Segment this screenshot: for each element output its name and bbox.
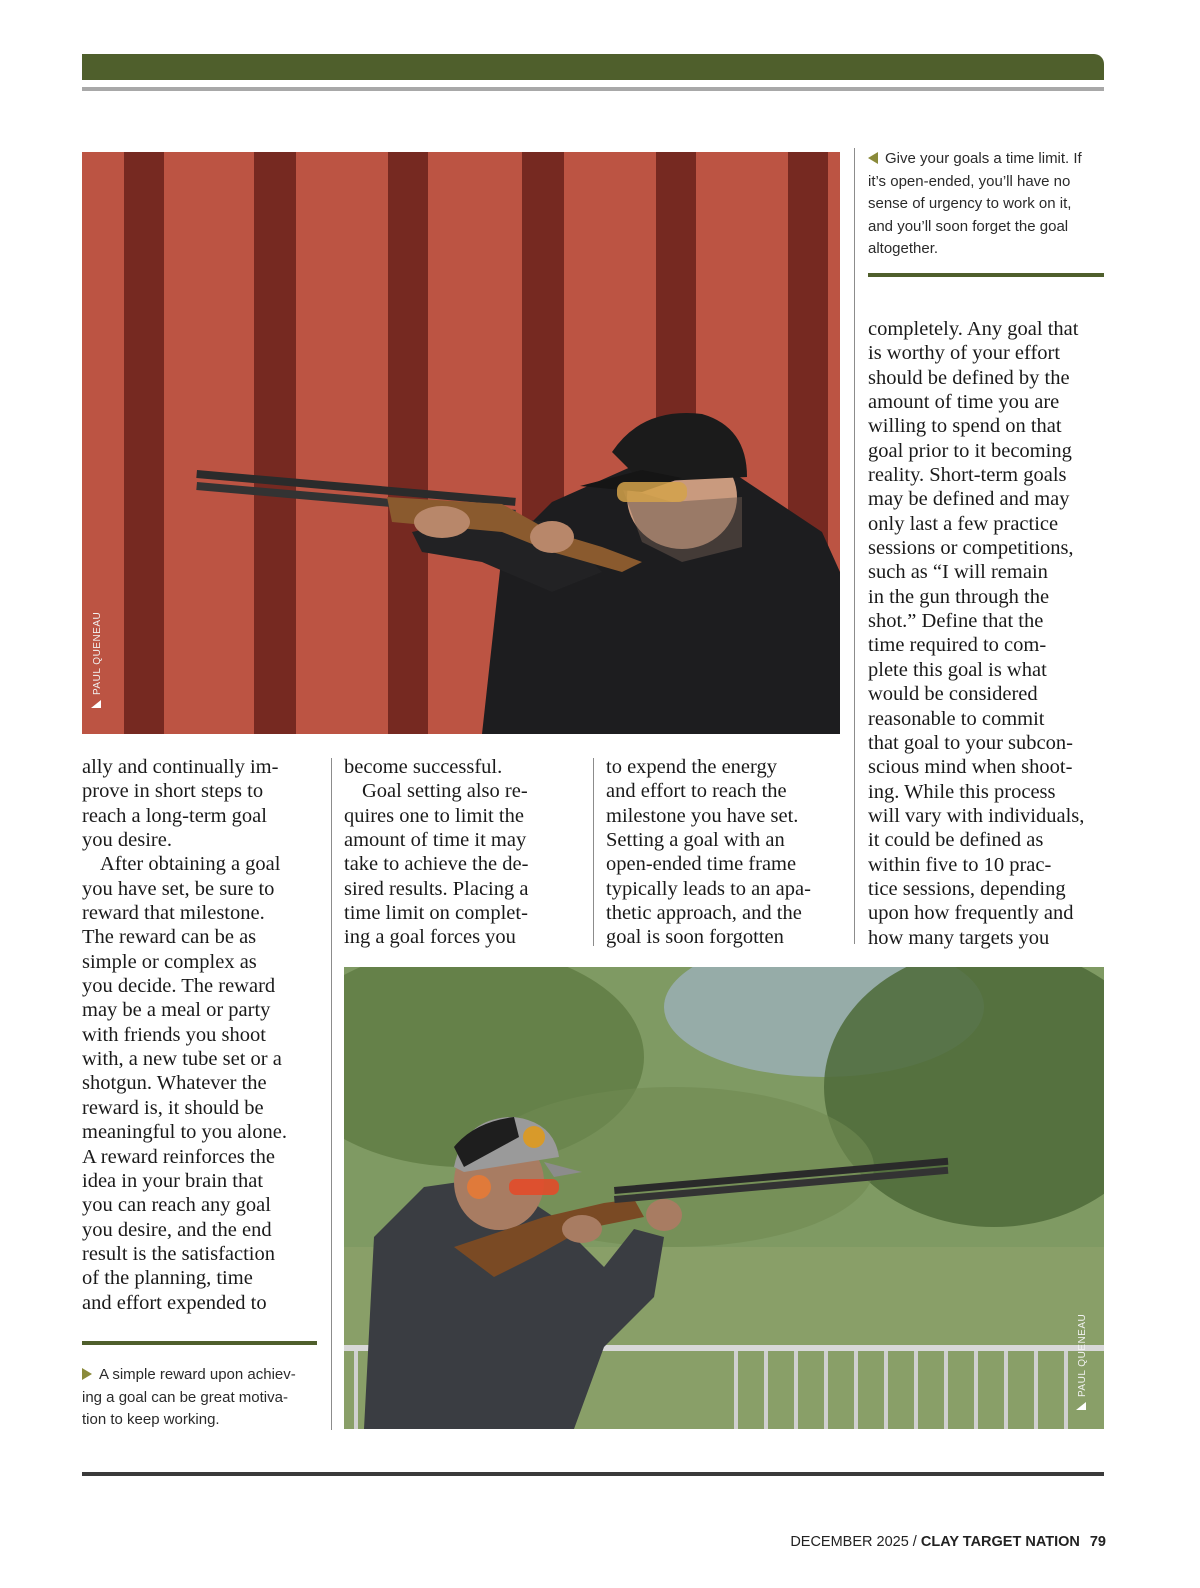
body-text-line: take to achieve the de-: [344, 853, 529, 876]
body-text-line: only last a few practice: [868, 512, 1059, 535]
body-text-line: ally and continually im-: [82, 756, 279, 778]
body-text-line: milestone you have set.: [606, 804, 799, 827]
body-text-line: is worthy of your effort: [868, 342, 1061, 365]
body-text-line: would be considered: [868, 683, 1038, 706]
body-text-line: reward that milestone.: [82, 902, 265, 925]
body-text-line: time limit on complet-: [344, 902, 528, 925]
footer-date: DECEMBER 2025: [790, 1534, 909, 1550]
body-text-line: will vary with individuals,: [868, 804, 1085, 827]
header-bar: [82, 54, 1104, 80]
body-text-line: goal is soon forgotten: [606, 926, 784, 949]
body-text-line: plete this goal is what: [868, 658, 1047, 681]
body-text-line: it could be defined as: [868, 829, 1044, 852]
body-text-line: simple or complex as: [82, 950, 257, 973]
body-text-line: how many targets you: [868, 926, 1050, 949]
body-column-1: [82, 755, 287, 1315]
body-text-line: upon how frequently and: [868, 902, 1074, 925]
body-text-line: may be a meal or party: [82, 999, 271, 1022]
body-text-line: you decide. The reward: [82, 975, 276, 998]
body-text-line: with, a new tube set or a: [82, 1048, 282, 1071]
body-text-line: become successful.: [344, 756, 503, 778]
body-text-line: willing to spend on that: [868, 415, 1062, 438]
photo-credit-bottom: PAUL QUENEAU: [1076, 1314, 1088, 1410]
body-text-line: you can reach any goal: [82, 1194, 271, 1217]
column-rule-2: [593, 758, 594, 946]
body-text-line: reality. Short-term goals: [868, 464, 1067, 487]
body-text-line: with friends you shoot: [82, 1023, 266, 1046]
footer-separator: /: [908, 1534, 921, 1550]
body-text-line: time required to com-: [868, 634, 1047, 657]
column-rule-3: [854, 148, 855, 944]
photo-shooter-outdoor: [344, 967, 1104, 1429]
body-text-line: in the gun through the: [868, 585, 1050, 608]
page-number: 79: [1089, 1534, 1106, 1550]
credit-mark-icon: [91, 700, 101, 708]
photo-credit-top: PAUL QUENEAU: [91, 612, 103, 708]
body-text-line: ing a goal forces you: [344, 926, 516, 949]
body-text-line: you desire.: [82, 829, 172, 852]
body-column-3: [606, 755, 811, 950]
body-text-line: within five to 10 prac-: [868, 853, 1052, 876]
body-text-line: may be defined and may: [868, 488, 1070, 511]
body-text-line: open-ended time frame: [606, 853, 797, 876]
body-text-line: typically leads to an apa-: [606, 877, 811, 900]
body-text-line: that goal to your subcon-: [868, 731, 1073, 754]
body-text-line: you desire, and the end: [82, 1218, 272, 1241]
body-text-line: thetic approach, and the: [606, 902, 802, 925]
footer-rule: [82, 1472, 1104, 1476]
body-text-line: reach a long-term goal: [82, 804, 267, 827]
body-text-line: amount of time it may: [344, 829, 527, 852]
body-text-line: to expend the energy: [606, 756, 777, 778]
caption-rule-bottom: [82, 1341, 317, 1345]
body-text-line: result is the satisfaction: [82, 1242, 275, 1265]
footer-magazine: CLAY TARGET NATION: [920, 1534, 1080, 1550]
caption-simple-reward: A simple reward upon achiev- ing a goal can be great motiva- tion to keep working.: [82, 1366, 296, 1428]
body-text-line: such as “I will remain: [868, 561, 1048, 584]
body-text-line: sessions or competitions,: [868, 537, 1074, 560]
caption-pointer-right-icon: [82, 1368, 92, 1380]
body-text-line: tice sessions, depending: [868, 877, 1066, 900]
body-text-line: A reward reinforces the: [82, 1145, 275, 1168]
body-text-line: The reward can be as: [82, 926, 257, 949]
body-text-line: and effort expended to: [82, 1291, 267, 1314]
photo-shooter-red-wall: [82, 152, 840, 734]
body-text-line: Goal setting also re-: [362, 780, 528, 803]
body-text-line: goal prior to it becoming: [868, 439, 1072, 462]
caption-rule-top: [868, 273, 1104, 277]
body-column-4: [868, 317, 1084, 950]
body-text-line: you have set, be sure to: [82, 877, 275, 900]
body-text-line: meaningful to you alone.: [82, 1121, 287, 1144]
body-text-line: sired results. Placing a: [344, 877, 529, 900]
caption-pointer-left-icon: [868, 152, 878, 164]
body-text-line: amount of time you are: [868, 391, 1060, 414]
body-text-line: reward is, it should be: [82, 1096, 264, 1119]
header-rule: [82, 87, 1104, 91]
body-text-line: Setting a goal with an: [606, 829, 785, 852]
body-text-line: of the planning, time: [82, 1267, 253, 1290]
body-text-line: shot.” Define that the: [868, 610, 1044, 633]
body-text-line: should be defined by the: [868, 366, 1070, 389]
body-text-line: shotgun. Whatever the: [82, 1072, 267, 1095]
body-text-line: After obtaining a goal: [100, 853, 281, 876]
credit-mark-icon: [1076, 1402, 1086, 1410]
body-text-line: reasonable to commit: [868, 707, 1045, 730]
body-text-line: and effort to reach the: [606, 780, 787, 803]
body-text-line: prove in short steps to: [82, 780, 264, 803]
body-text-line: ing. While this process: [868, 780, 1056, 803]
body-text-line: quires one to limit the: [344, 804, 524, 827]
body-text-line: scious mind when shoot-: [868, 756, 1073, 779]
caption-time-limit: Give your goals a time limit. If it’s open-ended, you’ll have no sense of urgency to work on it, and you’ll soon forget the goal altogether.: [868, 150, 1082, 257]
page-footer: [790, 1534, 1106, 1550]
column-rule-1: [331, 758, 332, 1430]
body-text-line: completely. Any goal that: [868, 318, 1079, 340]
body-text-line: idea in your brain that: [82, 1169, 264, 1192]
body-column-2: [344, 755, 528, 950]
